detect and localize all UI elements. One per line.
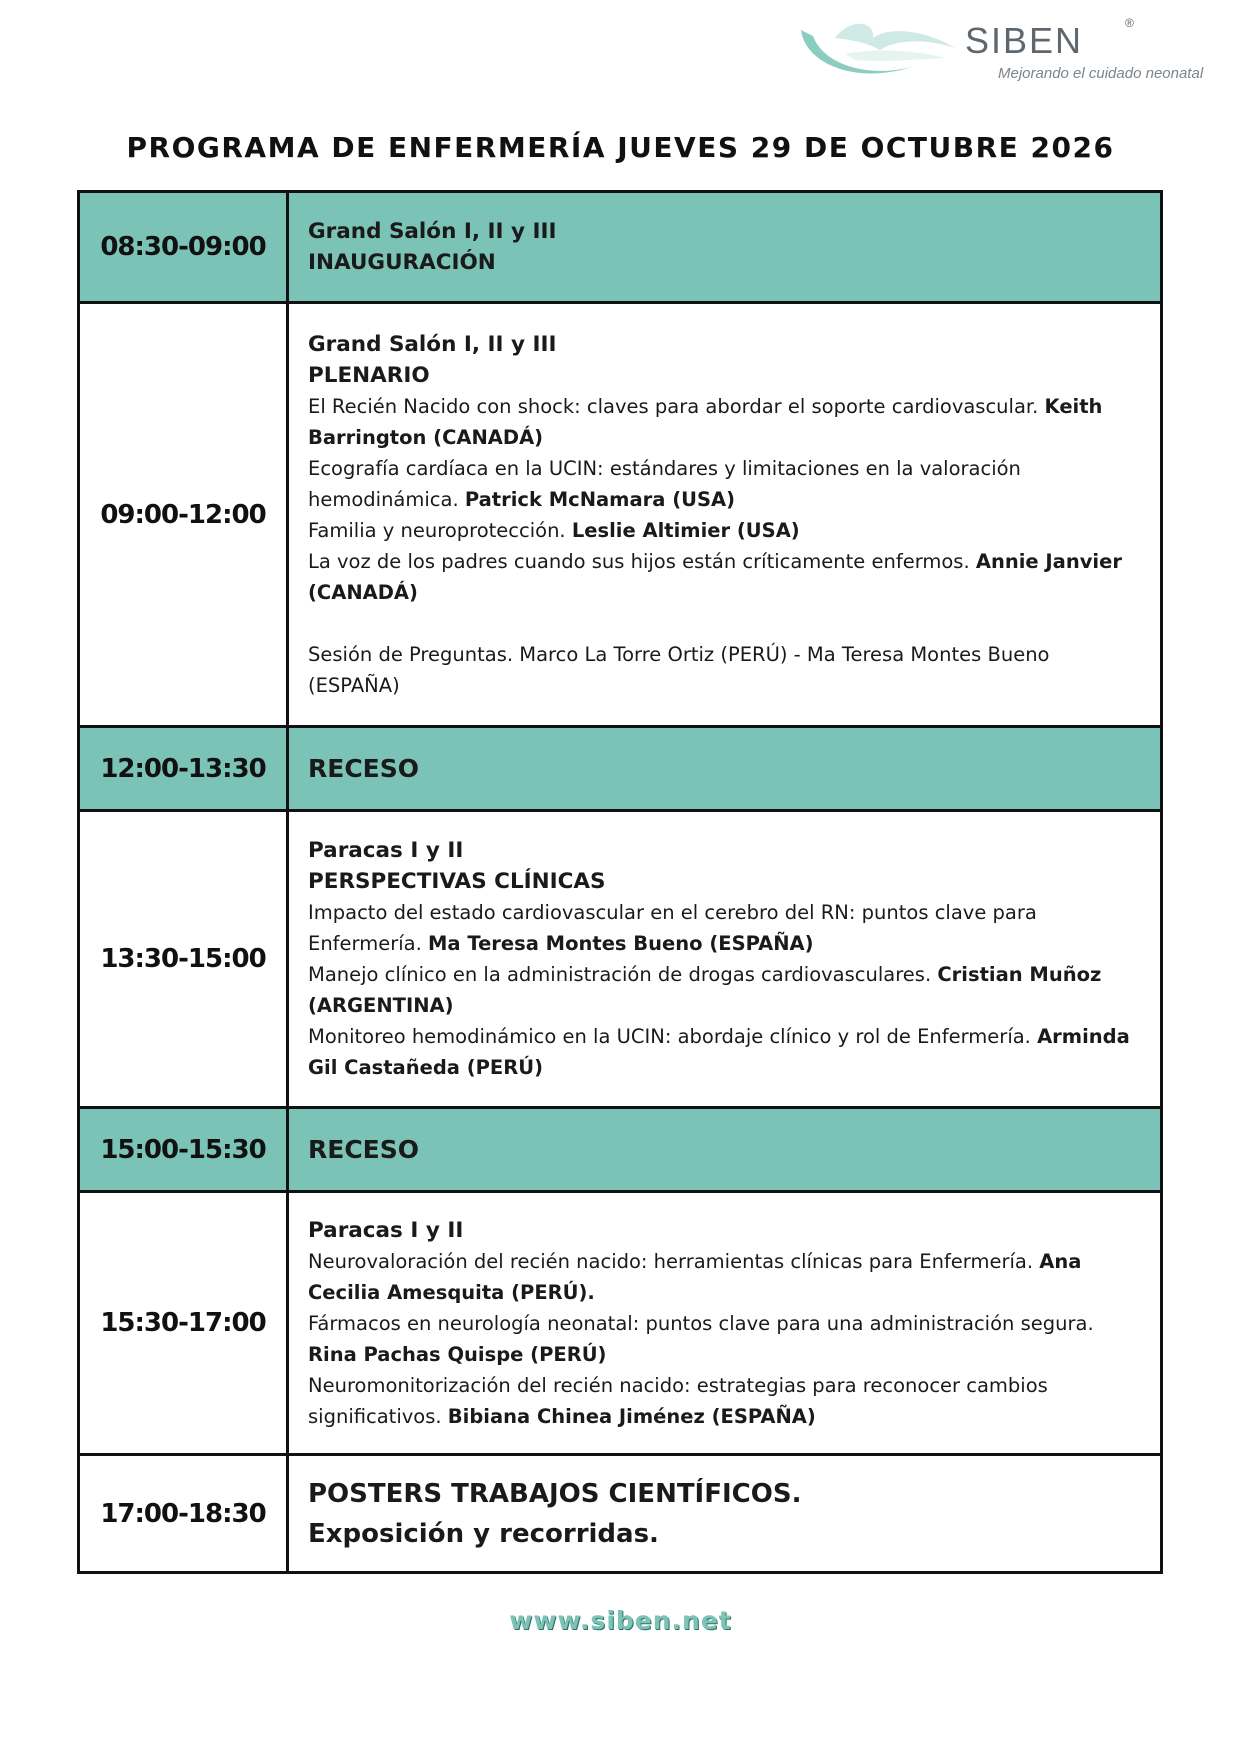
talk-speaker: Annie Janvier (CANADÁ) <box>308 549 1122 604</box>
session-heading: PLENARIO <box>308 362 430 388</box>
schedule-table <box>77 190 1163 1574</box>
talk-title: Neurovaloración del recién nacido: herramientas clínicas para Enfermería. <box>308 1249 1040 1273</box>
talk-speaker: Keith Barrington (CANADÁ) <box>308 394 1103 449</box>
schedule-row <box>79 727 1162 811</box>
talk-speaker: Bibiana Chinea Jiménez (ESPAÑA) <box>447 1404 816 1428</box>
schedule-row <box>79 303 1162 727</box>
talk-title: Familia y neuroprotección. <box>308 518 572 542</box>
time-slot: 15:30-17:00 <box>79 1192 288 1455</box>
schedule-row <box>79 192 1162 303</box>
posters-title: POSTERS TRABAJOS CIENTÍFICOS. <box>308 1478 802 1509</box>
talk-item <box>308 453 1140 515</box>
talk-speaker: Ma Teresa Montes Bueno (ESPAÑA) <box>428 932 814 955</box>
session-cell <box>288 192 1162 303</box>
talk-item <box>308 1021 1140 1083</box>
schedule-row <box>79 1192 1162 1455</box>
talk-item <box>308 546 1140 608</box>
time-slot: 08:30-09:00 <box>79 192 288 303</box>
time-slot: 09:00-12:00 <box>79 303 288 727</box>
talk-item <box>308 1370 1140 1432</box>
talk-speaker: Rina Pachas Quispe (PERÚ) <box>308 1342 607 1366</box>
talk-speaker: Ana Cecilia Amesquita (PERÚ). <box>308 1249 1082 1304</box>
talk-item <box>308 515 1140 546</box>
talk-title: Impacto del estado cardiovascular en el cerebro del RN: puntos clave para Enfermería. <box>308 901 1037 955</box>
talk-title: Neuromonitorización del recién nacido: estrategias para reconocer cambios significativos. <box>308 1373 1048 1428</box>
session-heading: INAUGURACIÓN <box>308 250 496 275</box>
recess-label: RECESO <box>308 754 420 783</box>
session-cell <box>288 303 1162 727</box>
schedule-row <box>79 1108 1162 1192</box>
talk-item <box>308 1246 1140 1308</box>
siben-logo <box>795 8 1225 98</box>
talk-item <box>308 897 1140 959</box>
session-cell <box>288 727 1162 811</box>
talk-title: Ecografía cardíaca en la UCIN: estándares y limitaciones en la valoración hemodinámica. <box>308 456 1021 511</box>
talk-item <box>308 959 1140 1021</box>
posters-subtitle: Exposición y recorridas. <box>308 1518 659 1549</box>
time-slot: 17:00-18:30 <box>79 1455 288 1573</box>
session-cell <box>288 811 1162 1108</box>
talk-speaker: Arminda Gil Castañeda (PERÚ) <box>308 1025 1130 1079</box>
logo-name: SIBEN <box>965 20 1084 61</box>
talk-speaker: Leslie Altimier (USA) <box>571 518 800 542</box>
talk-item <box>308 1308 1140 1370</box>
talk-title: La voz de los padres cuando sus hijos están críticamente enfermos. <box>308 549 976 573</box>
time-slot: 13:30-15:00 <box>79 811 288 1108</box>
venue-label: Paracas I y II <box>308 1217 464 1243</box>
session-cell <box>288 1192 1162 1455</box>
talk-speaker: Cristian Muñoz (ARGENTINA) <box>308 963 1102 1017</box>
venue-label: Grand Salón I, II y III <box>308 331 557 357</box>
talk-item <box>308 391 1140 453</box>
talk-title: El Recién Nacido con shock: claves para abordar el soporte cardiovascular. <box>308 394 1045 418</box>
session-cell <box>288 1455 1162 1573</box>
recess-label: RECESO <box>308 1135 420 1164</box>
time-slot: 12:00-13:30 <box>79 727 288 811</box>
qa-session: Sesión de Preguntas. Marco La Torre Ortiz (PERÚ) - Ma Teresa Montes Bueno (ESPAÑA) <box>308 642 1050 697</box>
talk-title: Manejo clínico en la administración de drogas cardiovasculares. <box>308 963 938 986</box>
session-cell <box>288 1108 1162 1192</box>
talk-title: Monitoreo hemodinámico en la UCIN: abordaje clínico y rol de Enfermería. <box>308 1025 1038 1048</box>
schedule-row <box>79 1455 1162 1573</box>
page-title: PROGRAMA DE ENFERMERÍA JUEVES 29 DE OCTUBRE 2026 <box>126 131 1115 164</box>
talk-speaker: Patrick McNamara (USA) <box>464 487 736 511</box>
venue-label: Grand Salón I, II y III <box>308 219 557 244</box>
schedule-row <box>79 811 1162 1108</box>
logo-tagline: Mejorando el cuidado neonatal <box>998 65 1204 82</box>
logo-registered-mark: ® <box>1125 16 1134 30</box>
website-link[interactable]: www.siben.net <box>509 1606 732 1635</box>
spacer <box>308 608 1140 639</box>
siben-swoosh-icon <box>795 8 965 98</box>
talk-title: Fármacos en neurología neonatal: puntos clave para una administración segura. <box>308 1311 1094 1335</box>
time-slot: 15:00-15:30 <box>79 1108 288 1192</box>
venue-label: Paracas I y II <box>308 838 464 863</box>
session-heading: PERSPECTIVAS CLÍNICAS <box>308 869 606 894</box>
